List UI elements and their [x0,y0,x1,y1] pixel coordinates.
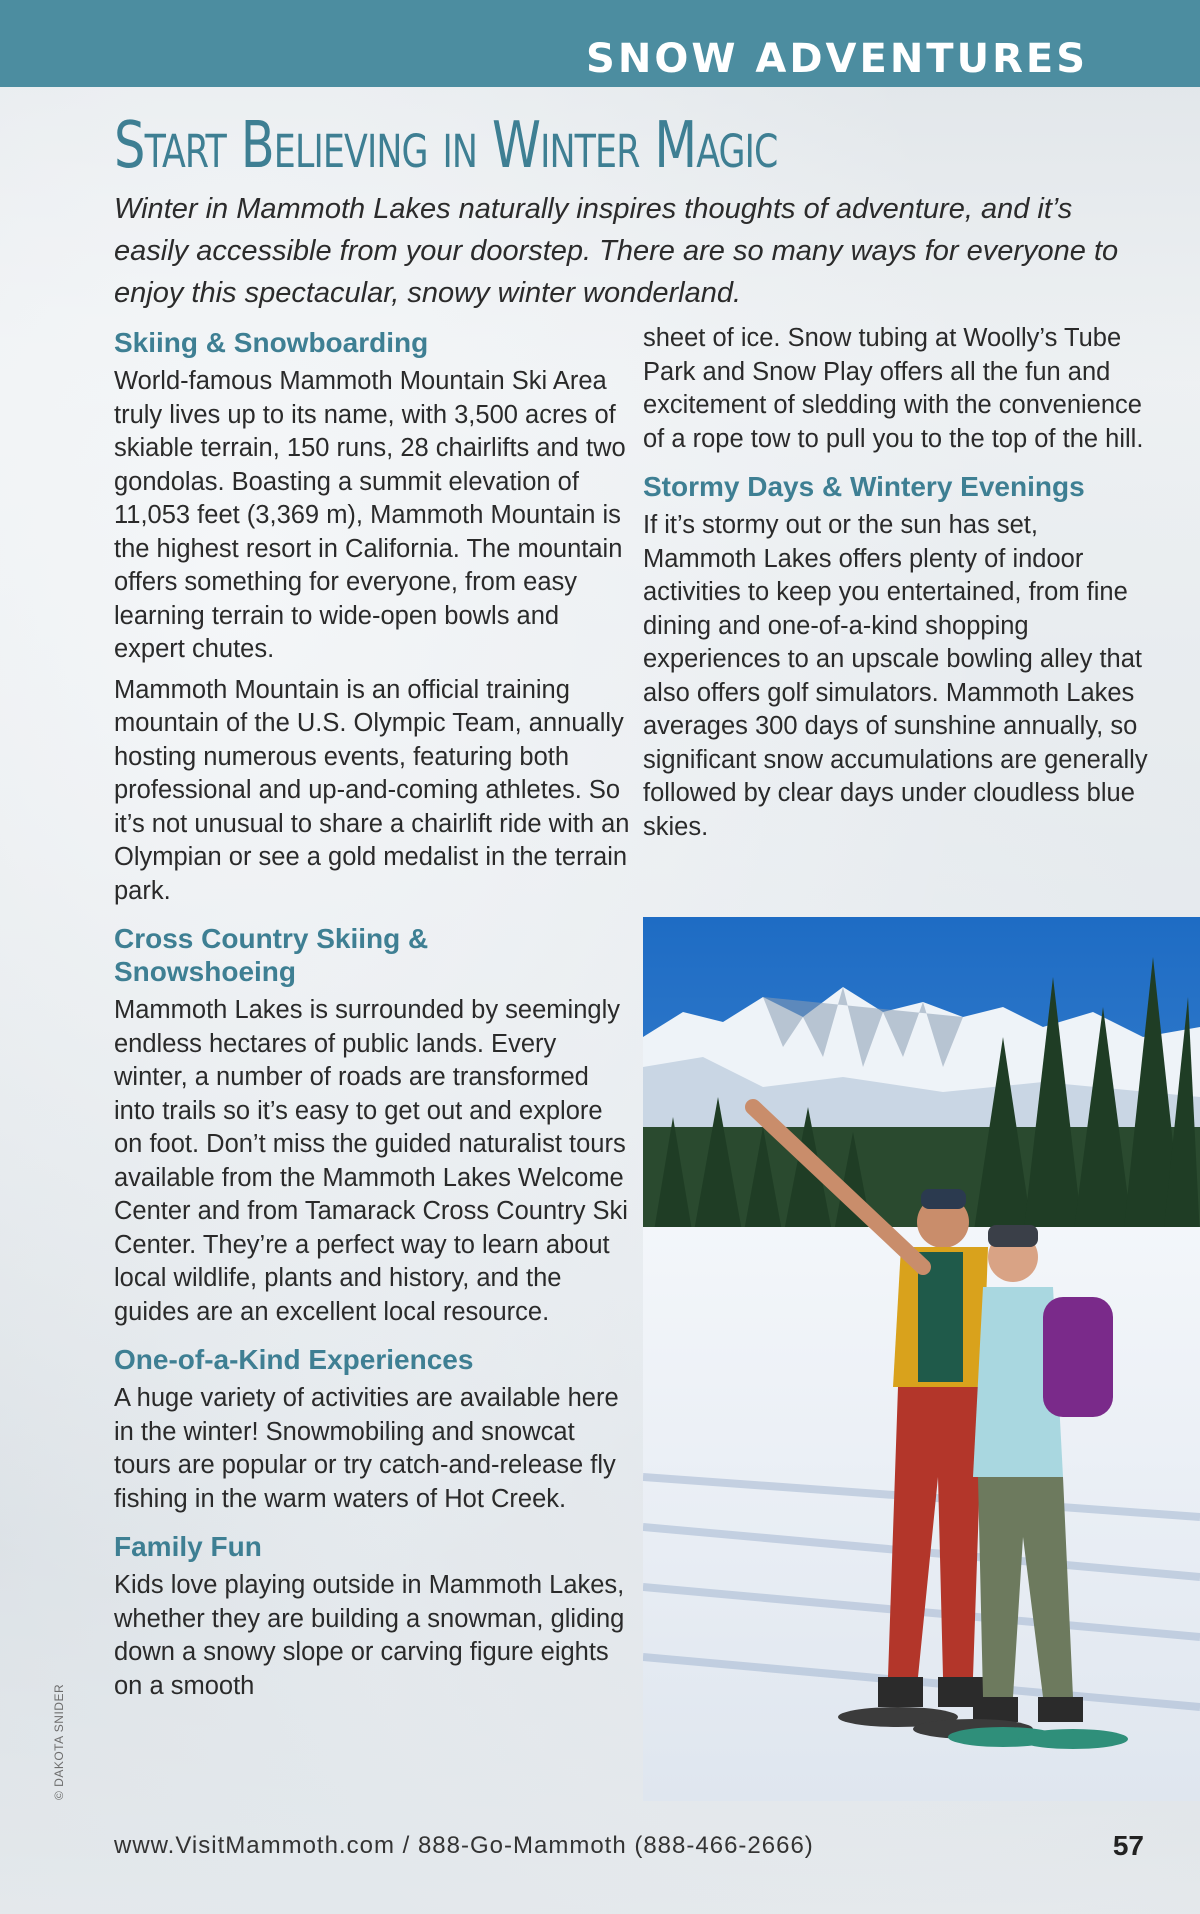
paragraph-family-continued: sheet of ice. Snow tubing at Woolly’s Tube Park and Snow Play offers all the fun and excitement of sledding with the convenience of a rope tow to pull you to the top of the hill. [643,324,1144,453]
heading-family: Family Fun [114,1531,262,1562]
section-title: SNOW ADVENTURES [586,36,1088,82]
intro-paragraph: Winter in Mammoth Lakes naturally inspires thoughts of adventure, and it’s easily accessible from your doorstep. There are so many ways for everyone to enjoy this spectacular, snowy winter wonderland. [114,193,1119,309]
left-column [114,326,634,1710]
footer-url: www.VisitMammoth.com / 888-Go-Mammoth (888-466-2666) [114,1832,814,1859]
snowshoe-hikers-photo [643,917,1200,1801]
paragraph-cross-country: Mammoth Lakes is surrounded by seemingly endless hectares of public lands. Every winter, a number of roads are transformed into trails so it’s easy to get out and explore on foot. Don’t miss the guided naturalist tours available from the Mammoth Lakes Welcome Center and from Tamarack Cross Country Ski Center. They’re a perfect way to learn about local wildlife, plants and history, and the guides are an excellent local resource. [114,996,628,1326]
page-number: 57 [1112,1830,1144,1861]
paragraph-skiing-1: World-famous Mammoth Mountain Ski Area truly lives up to its name, with 3,500 acres of skiable terrain, 150 runs, 28 chairlifts and two gondolas. Boasting a summit elevation of 11,053 feet (3,369 m), Mammoth Mountain is the highest resort in California. The mountain offers something for everyone, from easy learning terrain to wide-open bowls and expert chutes. [114,367,626,663]
heading-stormy: Stormy Days & Wintery Evenings [643,471,1085,502]
photo-credit: © DAKOTA SNIDER [52,1683,66,1800]
heading-experiences: One-of-a-Kind Experiences [114,1344,474,1375]
page-headline: Start Believing in Winter Magic [114,109,778,183]
paragraph-family: Kids love playing outside in Mammoth Lakes, whether they are building a snowman, gliding down a snowy slope or carving figure eights on a smooth [114,1571,625,1700]
heading-skiing: Skiing & Snowboarding [114,327,429,358]
paragraph-stormy: If it’s stormy out or the sun has set, Mammoth Lakes offers plenty of indoor activities to keep you entertained, from fine dining and one-of-a-kind shopping experiences to an upscale bowling alley that also offers golf simulators. Mammoth Lakes averages 300 days of sunshine annually, so significant snow accumulations are generally followed by clear days under cloudless blue skies. [643,511,1148,841]
paragraph-experiences: A huge variety of activities are available here in the winter! Snowmobiling and snowcat tours are popular or try catch-and-release fly fishing in the warm waters of Hot Creek. [114,1384,619,1513]
heading-cross-country: Cross Country Skiing & Snowshoeing [114,923,429,987]
header-bar [0,0,1200,87]
paragraph-skiing-2: Mammoth Mountain is an official training mountain of the U.S. Olympic Team, annually hosting numerous events, featuring both professional and up-and-coming athletes. So it’s not unusual to share a chairlift ride with an Olympian or see a gold medalist in the terrain park. [114,675,630,905]
right-column [643,326,1148,851]
